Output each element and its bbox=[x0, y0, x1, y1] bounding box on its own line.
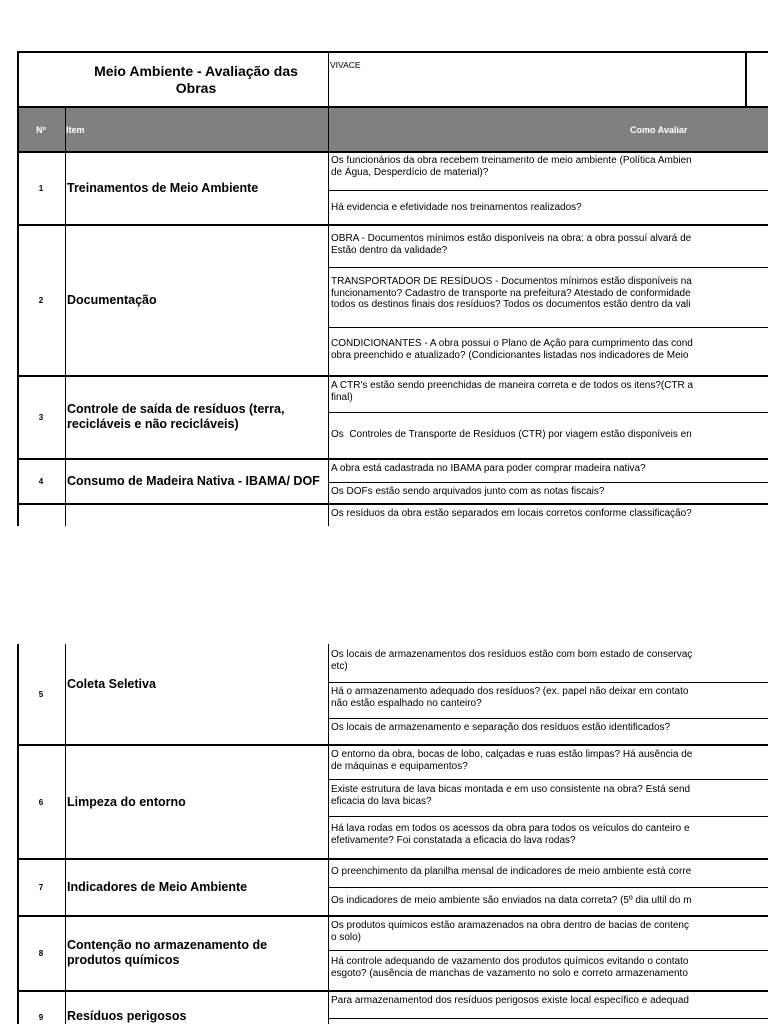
criterion-text: CONDICIONANTES - A obra possui o Plano de Ação para cumprimento das cond obra preenchido e atualizado? (Condicionantes listadas nos indicadores de Meio bbox=[331, 338, 693, 361]
row-number bbox=[18, 644, 64, 744]
criterion bbox=[329, 719, 768, 744]
criterion bbox=[329, 152, 768, 193]
sheet-block-2 bbox=[0, 644, 768, 1024]
row-number-text: 1 bbox=[38, 183, 44, 193]
grid-line bbox=[328, 887, 768, 888]
row-item bbox=[66, 917, 322, 989]
criterion-text: Há o armazenamento adequado dos resíduos? (ex. papel não deixar em contato não estão espalhado no canteiro? bbox=[331, 686, 689, 709]
row-item bbox=[66, 860, 327, 914]
criterion bbox=[329, 953, 768, 990]
row-number-text: 2 bbox=[38, 295, 44, 305]
row-number bbox=[18, 860, 64, 914]
criterion-text: O entorno da obra, bocas de lobo, calçadas e ruas estão limpas? Há ausência de de máquinas e equipamentos? bbox=[331, 749, 693, 772]
row-item-text: Indicadores de Meio Ambiente bbox=[67, 879, 248, 894]
criterion bbox=[329, 460, 768, 483]
header-edge-tab bbox=[747, 107, 768, 152]
row-item bbox=[66, 377, 325, 457]
criterion-text: Para armazenamentod dos resíduos perigosos existe local específico e adequad bbox=[331, 995, 689, 1006]
row-number bbox=[18, 152, 64, 224]
sheet-title-line2: Obras bbox=[175, 80, 217, 96]
header-col-item-text: Item bbox=[66, 124, 85, 135]
row-number bbox=[18, 377, 64, 457]
criterion-text: Existe estrutura de lava bicas montada e em uso consistente na obra? Está send eficacia do lava bicas? bbox=[331, 784, 691, 807]
criterion-text: Há lava rodas em todos os acessos da obra para todos os veículos do canteiro e efetivamente? Foi constatada a eficacia do lava rodas? bbox=[331, 823, 690, 846]
grid-line bbox=[328, 412, 768, 413]
criterion-text: Os locais de armazenamentos dos resíduos estão com bom estado de conservaç etc) bbox=[331, 649, 693, 672]
header-col-how bbox=[328, 108, 746, 151]
company-name bbox=[330, 58, 530, 72]
criterion-text: Os locais de armazenamento e separação dos resíduos estão identificados? bbox=[331, 722, 671, 733]
criterion bbox=[329, 335, 768, 374]
row-number-text: 9 bbox=[38, 1012, 44, 1022]
row-item-text: Controle de saída de resíduos (terra, recicláveis e não recicláveis) bbox=[67, 402, 285, 431]
criterion bbox=[329, 426, 768, 449]
row-item-text: Limpeza do entorno bbox=[67, 794, 186, 809]
criterion bbox=[329, 746, 768, 781]
criterion-text: Há evidencia e efetividade nos treinamentos realizados? bbox=[331, 202, 582, 213]
row-item-text: Documentação bbox=[67, 292, 157, 307]
criterion bbox=[329, 683, 768, 720]
row-number bbox=[18, 460, 64, 502]
criterion-text: O preenchimento da planilha mensal de indicadores de meio ambiente está corre bbox=[331, 866, 692, 877]
row-number-text: 7 bbox=[38, 882, 44, 892]
grid-line bbox=[328, 950, 768, 951]
grid-line bbox=[328, 1018, 768, 1019]
criterion-text: Os DOFs estão sendo arquivados junto com as notas fiscais? bbox=[331, 486, 605, 497]
row-item bbox=[66, 1004, 327, 1024]
criterion bbox=[329, 483, 768, 504]
grid-line bbox=[328, 816, 768, 817]
criterion-text: Os indicadores de meio ambiente são enviados na data correta? (5º dia ultil do m bbox=[331, 895, 692, 906]
criterion bbox=[329, 892, 768, 915]
criterion bbox=[329, 273, 768, 324]
company-name-text: VIVACE bbox=[330, 60, 361, 70]
criterion bbox=[329, 992, 768, 1017]
grid-line bbox=[328, 267, 768, 268]
header-col-number-text: Nº bbox=[36, 124, 46, 135]
grid-line bbox=[17, 51, 768, 53]
row-item-text: Coleta Seletiva bbox=[67, 676, 156, 691]
criterion bbox=[329, 917, 768, 952]
criterion-text: A obra está cadastrada no IBAMA para poder comprar madeira nativa? bbox=[331, 463, 646, 474]
grid-line bbox=[328, 779, 768, 780]
criterion-text: A CTR's estão sendo preenchidas de maneira correta e de todos os itens?(CTR a final) bbox=[331, 380, 694, 403]
criterion-text: Os resíduos da obra estão separados em locais corretos conforme classificação? bbox=[331, 508, 692, 519]
header-col-item bbox=[66, 108, 326, 151]
row-item-text: Consumo de Madeira Nativa - IBAMA/ DOF bbox=[67, 473, 320, 488]
grid-line bbox=[17, 106, 768, 108]
header-col-number bbox=[18, 108, 64, 151]
row-number-text: 6 bbox=[38, 797, 44, 807]
criterion-text: Os produtos quimicos estão aramazenados na obra dentro de bacias de contenç o solo) bbox=[331, 920, 689, 943]
row-number-text: 4 bbox=[38, 476, 44, 486]
grid-line bbox=[745, 51, 747, 107]
row-number-text: 3 bbox=[38, 412, 44, 422]
criterion bbox=[329, 646, 768, 683]
row-item bbox=[66, 746, 327, 858]
grid-line bbox=[328, 327, 768, 328]
row-item-text: Contenção no armazenamento de produtos químicos bbox=[67, 938, 268, 967]
row-number-text: 8 bbox=[38, 948, 44, 958]
criterion bbox=[329, 820, 768, 859]
row-item-text: Treinamentos de Meio Ambiente bbox=[67, 180, 259, 195]
row-number bbox=[18, 992, 64, 1024]
criterion-text: Há controle adequando de vazamento dos produtos químicos evitando o contato esgoto? (ausência de manchas de vazamento no solo e correto armazenamento bbox=[331, 956, 689, 979]
header-col-how-text: Como Avaliar bbox=[630, 124, 688, 135]
criterion bbox=[329, 230, 768, 269]
criterion bbox=[329, 505, 768, 526]
row-number bbox=[18, 746, 64, 858]
criterion bbox=[329, 863, 768, 886]
criterion-text: OBRA - Documentos mínimos estão disponíveis na obra: a obra possuí alvará de Estão dentro da validade? bbox=[331, 233, 692, 256]
criterion bbox=[329, 199, 768, 222]
row-item bbox=[66, 644, 327, 724]
criterion-text: TRANSPORTADOR DE RESÍDUOS - Documentos mínimos estão disponíveis na funcionamento? Cadastro de transporte na prefeitura? Atestado de conformidade todos os destinos finais dos resíduos? Todos os documentos estão dentro da vali bbox=[331, 276, 692, 310]
row-number-text: 5 bbox=[38, 689, 44, 699]
row-item-text: Resíduos perigosos bbox=[67, 1008, 187, 1023]
criterion-text: Os funcionários da obra recebem treinamento de meio ambiente (Política Ambien de Água, Desperdício de material)? bbox=[331, 155, 692, 178]
row-item bbox=[66, 226, 327, 374]
criterion-text: Os Controles de Transporte de Resíduos (CTR) por viagem estão disponíveis en bbox=[331, 429, 692, 440]
criterion bbox=[329, 377, 768, 414]
row-item bbox=[66, 460, 322, 502]
row-number bbox=[18, 226, 64, 374]
criterion bbox=[329, 781, 768, 816]
row-item bbox=[66, 152, 327, 224]
row-number bbox=[18, 917, 64, 989]
sheet-title bbox=[65, 56, 327, 104]
grid-line bbox=[328, 190, 768, 191]
sheet-title-line1: Meio Ambiente - Avaliação das bbox=[94, 63, 298, 79]
